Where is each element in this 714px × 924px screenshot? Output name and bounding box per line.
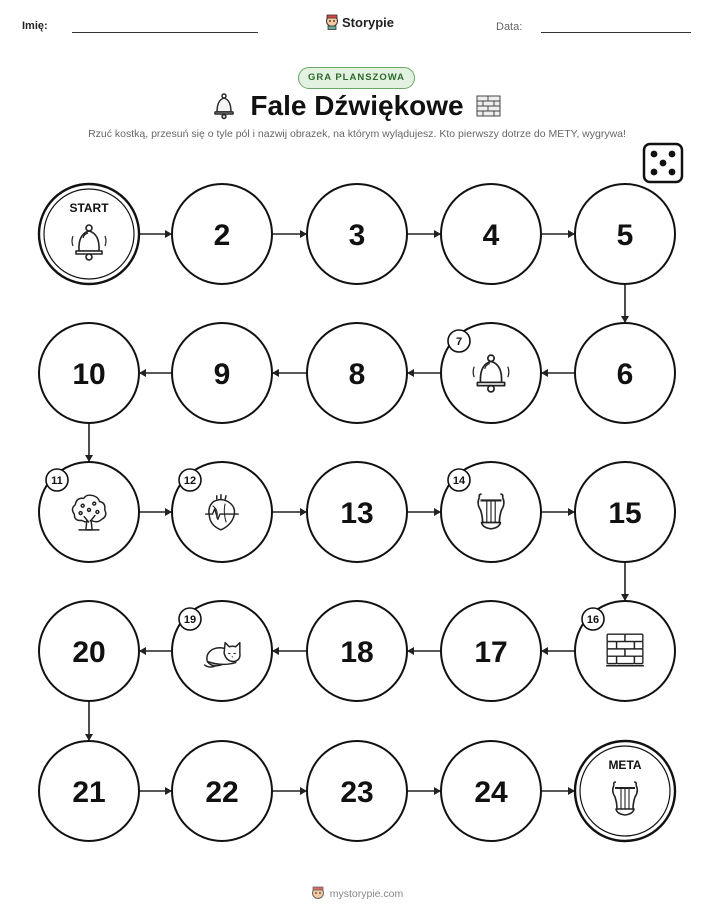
brand-name: Storypie (342, 14, 395, 30)
board-space-19[interactable] (172, 601, 272, 701)
board-space-6[interactable] (575, 323, 675, 423)
space-number: 11 (51, 475, 63, 487)
space-number: 20 (72, 636, 106, 669)
board-space-start[interactable] (39, 184, 139, 284)
space-number: 14 (452, 475, 466, 487)
footer-url: mystorypie.com (329, 888, 404, 900)
space-number: 12 (183, 475, 197, 487)
board-space-5[interactable] (575, 184, 675, 284)
board-space-15[interactable] (575, 462, 675, 562)
footer (0, 886, 714, 902)
board-space-10[interactable] (39, 323, 139, 423)
board-space-22[interactable] (172, 741, 272, 841)
date-label: Data: (496, 21, 523, 33)
space-number: 6 (616, 358, 634, 391)
board-space-23[interactable] (307, 741, 407, 841)
board-space-11[interactable] (39, 462, 139, 562)
space-number: 4 (482, 219, 500, 252)
board-space-21[interactable] (39, 741, 139, 841)
board-space-4[interactable] (441, 184, 541, 284)
space-label: START (69, 201, 109, 215)
board-space-14[interactable] (441, 462, 541, 562)
brick-wall-icon (606, 634, 644, 666)
space-number: 3 (348, 219, 366, 252)
board-space-18[interactable] (307, 601, 407, 701)
space-number: 9 (213, 358, 231, 391)
board-space-13[interactable] (307, 462, 407, 562)
instructions: Rzuć kostką, przesuń się o tyle pól i nazwij obrazek, na którym wylądujesz. Kto pierwszy dotrze do METY, wygrywa! (88, 128, 626, 140)
space-number: 13 (340, 497, 374, 530)
category-badge: GRA PLANSZOWA (298, 67, 415, 89)
board-space-7[interactable] (441, 323, 541, 423)
space-number: 16 (586, 614, 600, 626)
board-space-finish[interactable] (575, 741, 675, 841)
board-space-8[interactable] (307, 323, 407, 423)
space-number: 15 (608, 497, 642, 530)
board-space-24[interactable] (441, 741, 541, 841)
space-number: 5 (616, 219, 634, 252)
space-number: 18 (340, 636, 374, 669)
space-number: 22 (205, 776, 239, 809)
board-space-3[interactable] (307, 184, 407, 284)
board-space-9[interactable] (172, 323, 272, 423)
space-number: 10 (72, 358, 106, 391)
space-label: META (608, 758, 642, 772)
space-number: 7 (455, 336, 463, 348)
space-number: 21 (72, 776, 106, 809)
footer-mascot-icon (311, 886, 325, 902)
space-number: 8 (348, 358, 366, 391)
page-title: Fale Dźwiękowe (250, 90, 464, 121)
board-space-20[interactable] (39, 601, 139, 701)
board-space-12[interactable] (172, 462, 272, 562)
name-label: Imię: (22, 20, 48, 32)
board-space-2[interactable] (172, 184, 272, 284)
space-number: 17 (474, 636, 508, 669)
space-number: 24 (474, 776, 508, 809)
space-number: 19 (183, 614, 197, 626)
space-number: 23 (340, 776, 374, 809)
board-space-17[interactable] (441, 601, 541, 701)
space-number: 2 (213, 219, 231, 252)
board-space-16[interactable] (575, 601, 675, 701)
